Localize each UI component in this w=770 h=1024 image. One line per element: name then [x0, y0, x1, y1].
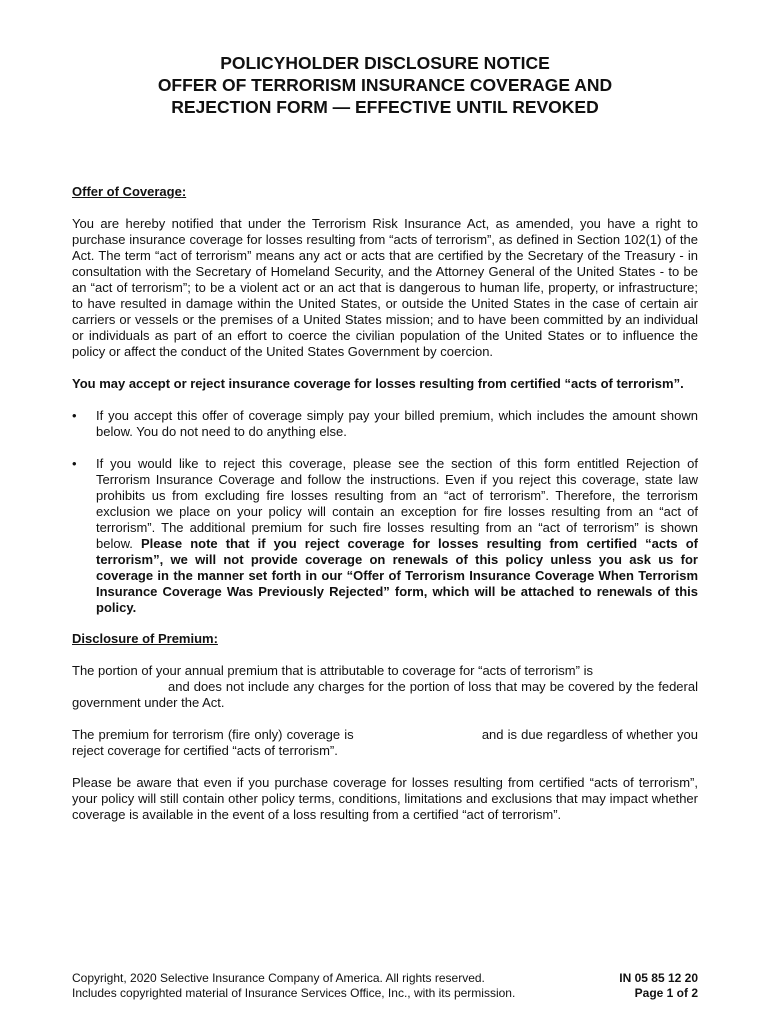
premium-paragraph-1: The portion of your annual premium that is attributable to coverage for “acts of terrorism” is and does not include any charges for the portion of loss that may be covered by the federal government under the Act.	[72, 663, 698, 710]
iso-permission-text: Includes copyrighted material of Insurance Services Office, Inc., with its permission.	[72, 986, 516, 1000]
offer-bullets	[72, 408, 698, 616]
offer-heading: Offer of Coverage:	[72, 184, 187, 199]
title-line-1: POLICYHOLDER DISCLOSURE NOTICE	[220, 53, 550, 73]
document-title	[72, 52, 698, 118]
page-number: Page 1 of 2	[634, 986, 698, 1000]
form-number: IN 05 85 12 20	[619, 971, 698, 985]
bullet-icon: •	[72, 408, 77, 423]
premium-paragraph-2: The premium for terrorism (fire only) coverage is and is due regardless of whether you reject coverage for certified “acts of terrorism”.	[72, 727, 698, 758]
copyright-text: Copyright, 2020 Selective Insurance Company of America. All rights reserved.	[72, 971, 485, 985]
offer-paragraph: You are hereby notified that under the Terrorism Risk Insurance Act, as amended, you have a right to purchase insurance coverage for losses resulting from “acts of terrorism”, as defined in Section 102(1) of the Act. The term “act of terrorism” means any act or acts that are certified by the Secretary of the Treasury - in consultation with the Secretary of Homeland Security, and the Attorney General of the United States - to be an “act of terrorism”; to be a violent act or an act that is dangerous to human life, property, or infrastructure; to have resulted in damage within the United States, or outside the United States in the case of certain air carriers or vessels or the premises of a United States mission; and to have been committed by an individual or individuals as part of an effort to coerce the civilian population of the United States or to influence the policy or affect the conduct of the United States Government by coercion.	[72, 216, 698, 359]
reject-warning: Please note that if you reject coverage for losses resulting from certified “acts of terrorism”, we will not provide coverage on renewals of this policy unless you ask us for coverage in the manner set forth in our “Offer of Terrorism Insurance Coverage When Terrorism Insurance Coverage Was Previously Rejected” form, which will be attached to renewals of this policy.	[96, 536, 698, 615]
bullet-icon: •	[72, 456, 77, 471]
premium-heading: Disclosure of Premium:	[72, 631, 218, 646]
bullet-accept: • If you accept this offer of coverage simply pay your billed premium, which includes the amount shown below. You do not need to do anything else.	[72, 408, 698, 439]
bullet-reject: • If you would like to reject this coverage, please see the section of this form entitled Rejection of Terrorism Insurance Coverage and follow the instructions. Even if you reject this coverage, state law prohibits us from excluding fire losses resulting from an “act of terrorism”. Therefore, the terrorism exclusion we place on your policy will contain an exception for fire losses resulting from an “act of terrorism”. The additional premium for such fire losses resulting from an “act of terrorism” is shown below. Please note that if you reject coverage for losses resulting from certified “acts of terrorism”, we will not provide coverage on renewals of this policy unless you ask us for coverage in the manner set forth in our “Offer of Terrorism Insurance Coverage When Terrorism Insurance Coverage Was Previously Rejected” form, which will be attached to renewals of this policy.	[72, 456, 698, 615]
premium-paragraph-3: Please be aware that even if you purchase coverage for losses resulting from certified “acts of terrorism”, your policy will still contain other policy terms, conditions, limitations and exclusions that may impact whether coverage is available in the event of a loss resulting from a certified “act of terrorism”.	[72, 775, 698, 822]
title-line-3: REJECTION FORM — EFFECTIVE UNTIL REVOKED	[171, 97, 599, 117]
accept-reject-statement: You may accept or reject insurance coverage for losses resulting from certified “acts of terrorism”.	[72, 376, 684, 391]
document-page	[72, 52, 698, 823]
title-line-2: OFFER OF TERRORISM INSURANCE COVERAGE AND	[157, 75, 613, 95]
